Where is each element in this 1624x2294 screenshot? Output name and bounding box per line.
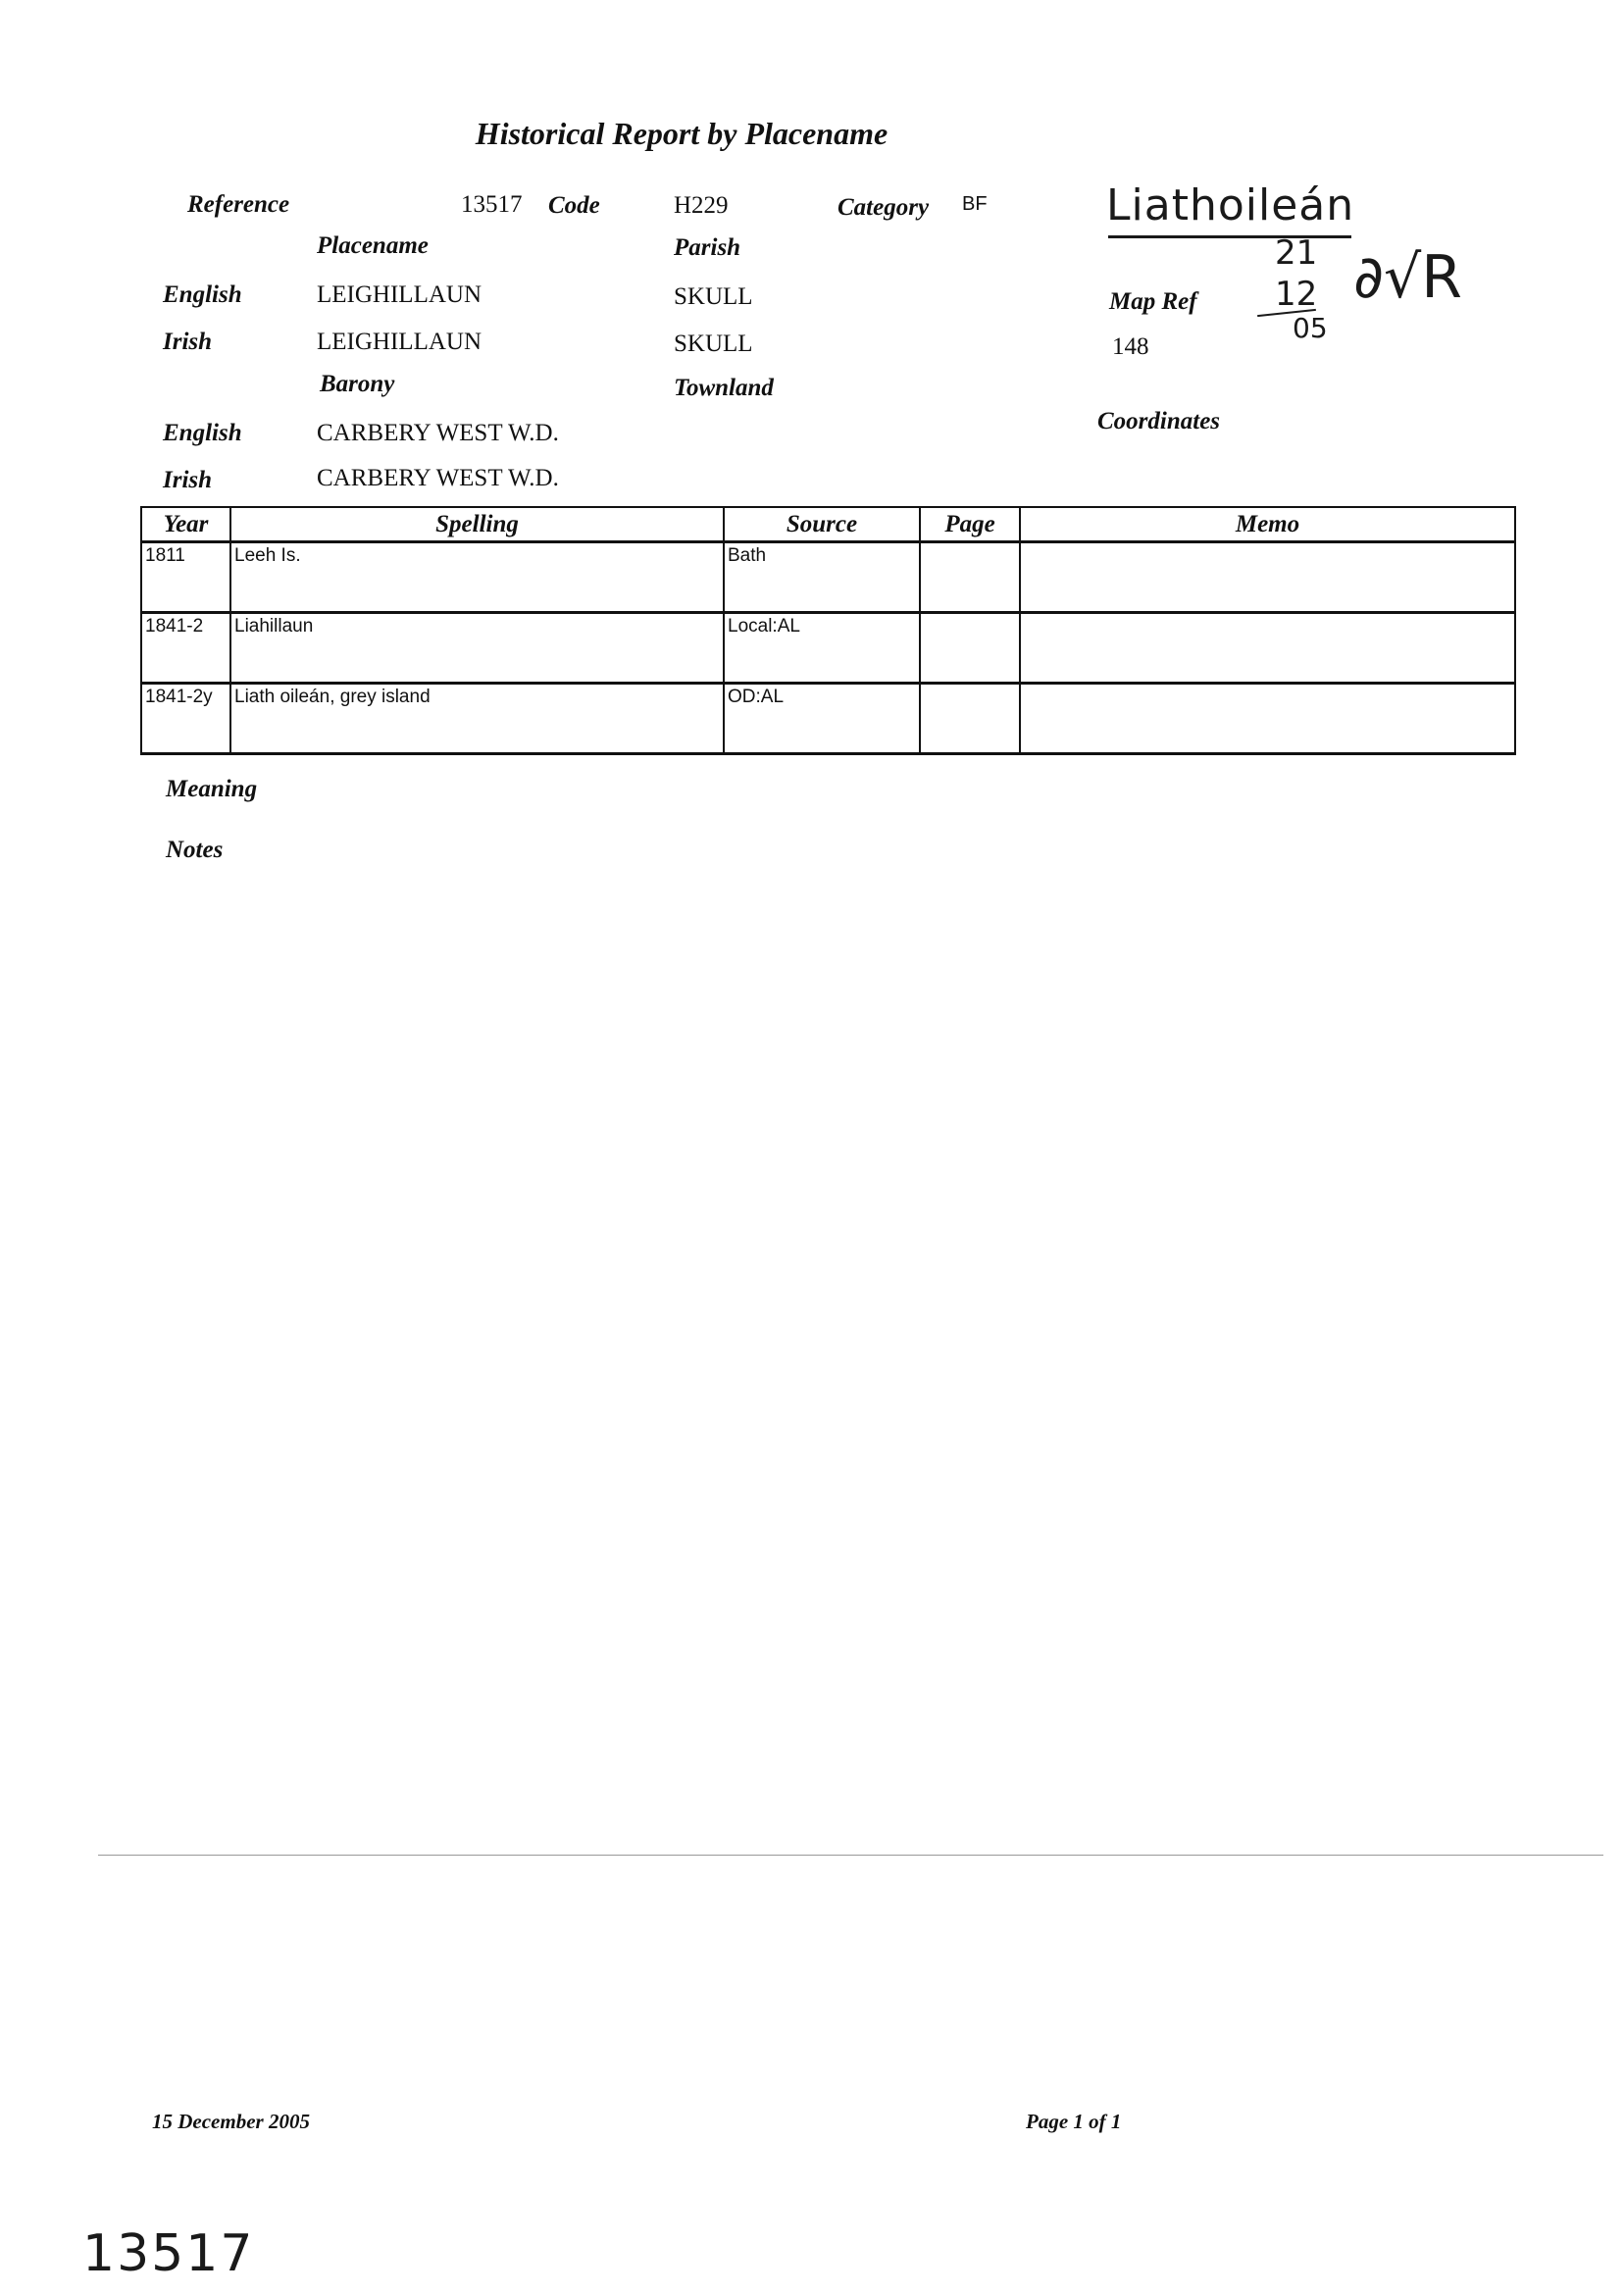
cell-spelling: Liath oileán, grey island	[231, 685, 725, 752]
reference-label: Reference	[187, 191, 290, 218]
cell-year: 1841-2y	[142, 685, 231, 752]
code-label: Code	[548, 192, 600, 219]
handwritten-irish-name: Liathoileán	[1106, 180, 1355, 230]
reference-value: 13517	[461, 191, 523, 218]
table-row	[140, 543, 1516, 614]
cell-page	[921, 543, 1021, 611]
map-ref-value: 148	[1112, 333, 1149, 360]
column-header-source: Source	[725, 508, 921, 540]
handwritten-date-day: 21	[1275, 233, 1318, 273]
column-header-spelling: Spelling	[231, 508, 725, 540]
english-label: English	[163, 281, 242, 308]
cell-memo	[1021, 685, 1514, 752]
column-header-year: Year	[142, 508, 231, 540]
footer-date: 15 December 2005	[152, 2110, 310, 2133]
english-label-barony: English	[163, 420, 242, 446]
category-label: Category	[837, 194, 930, 221]
footer-divider	[98, 1855, 1603, 1856]
column-header-memo: Memo	[1235, 511, 1300, 537]
coordinates-label: Coordinates	[1097, 408, 1221, 434]
cell-page	[921, 614, 1021, 682]
meaning-label: Meaning	[166, 776, 258, 802]
handwritten-date-year: 05	[1293, 312, 1328, 344]
notes-label: Notes	[166, 837, 224, 863]
barony-label: Barony	[320, 371, 395, 397]
parish-english: SKULL	[674, 283, 753, 310]
townland-label: Townland	[674, 375, 774, 401]
cell-source: OD:AL	[725, 685, 921, 752]
category-value: BF	[962, 193, 988, 215]
cell-year: 1811	[142, 543, 231, 611]
code-value: H229	[674, 192, 729, 219]
cell-spelling: Leeh Is.	[231, 543, 725, 611]
placename-english: LEIGHILLAUN	[317, 281, 482, 308]
placename-label: Placename	[317, 232, 429, 259]
column-header-page: Page	[921, 508, 1021, 540]
map-ref-label: Map Ref	[1109, 288, 1197, 315]
cell-spelling: Liahillaun	[231, 614, 725, 682]
report-title: Historical Report by Placename	[475, 116, 888, 151]
spellings-table	[140, 506, 1516, 755]
handwritten-date-month: 12	[1275, 275, 1318, 314]
placename-irish: LEIGHILLAUN	[317, 329, 482, 355]
parish-label: Parish	[674, 234, 741, 261]
cell-source: Local:AL	[725, 614, 921, 682]
barony-irish: CARBERY WEST W.D.	[317, 465, 559, 491]
table-header	[140, 506, 1516, 543]
cell-page	[921, 685, 1021, 752]
parish-irish: SKULL	[674, 331, 753, 357]
irish-label: Irish	[163, 329, 213, 355]
table-row	[140, 614, 1516, 685]
handwritten-initials: ∂√R	[1353, 243, 1462, 312]
cell-memo	[1021, 614, 1514, 682]
irish-label-barony: Irish	[163, 467, 213, 493]
table-row	[140, 685, 1516, 755]
barony-english: CARBERY WEST W.D.	[317, 420, 559, 446]
cell-memo	[1021, 543, 1514, 611]
footer-page-number: Page 1 of 1	[1026, 2110, 1122, 2133]
cell-year: 1841-2	[142, 614, 231, 682]
cell-source: Bath	[725, 543, 921, 611]
handwritten-reference-number: 13517	[82, 2224, 255, 2283]
